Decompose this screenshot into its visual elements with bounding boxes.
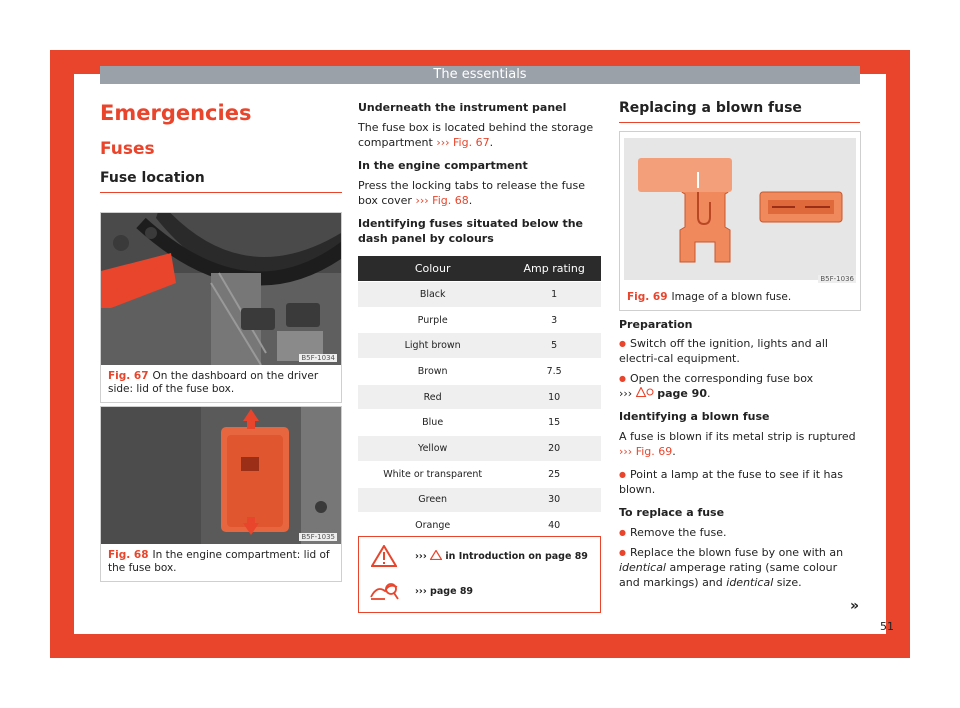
replace-heading: To replace a fuse xyxy=(619,506,725,519)
figure-code: B5F-1035 xyxy=(301,533,335,541)
warning-reference-line[interactable] xyxy=(415,550,588,562)
cell-colour: Yellow xyxy=(358,436,507,462)
warning-triangle-small-icon xyxy=(636,387,654,398)
section-title-replacing: Replacing a blown fuse xyxy=(619,100,860,123)
table-row xyxy=(358,282,601,308)
preparation-heading: Preparation xyxy=(619,318,693,331)
figure-label: Fig. 68 xyxy=(108,549,149,561)
cell-colour: Orange xyxy=(358,513,507,538)
cell-colour: Brown xyxy=(358,359,507,385)
figure-68-image xyxy=(101,407,341,544)
table-row xyxy=(358,487,601,513)
cell-amp: 3 xyxy=(507,307,601,333)
list-item xyxy=(619,545,860,590)
caption-text: On the dashboard on the driver side: lid of the fuse box. xyxy=(108,370,319,395)
dashboard-fuse-illustration xyxy=(101,213,341,365)
left-column xyxy=(100,100,342,193)
text: size. xyxy=(776,576,802,589)
table-row xyxy=(358,461,601,487)
cell-colour: White or transparent xyxy=(358,461,507,487)
text: amperage rating (same colour and markings) and xyxy=(619,561,838,589)
blown-fuse-illustration xyxy=(620,132,860,286)
section-title: Fuses xyxy=(100,139,155,159)
reference-arrows: ››› xyxy=(415,551,427,562)
cell-colour: Green xyxy=(358,487,507,513)
list-item: ● Point a lamp at the fuse to see if it has blown. xyxy=(619,467,860,497)
warning-triangle-icon xyxy=(371,545,397,567)
figure-link[interactable]: ››› Fig. 68 xyxy=(415,194,469,207)
cell-colour: Blue xyxy=(358,410,507,436)
cell-amp: 7.5 xyxy=(507,359,601,385)
reference-text: in Introduction on page 89 xyxy=(445,551,588,562)
column-header-colour: Colour xyxy=(358,256,507,282)
paragraph-storage: The fuse box is located behind the storage compartment ››› Fig. 67. xyxy=(358,121,594,149)
figure-link[interactable]: ››› Fig. 69 xyxy=(619,445,673,458)
paragraph-text: The fuse box is located behind the storage compartment xyxy=(358,121,594,149)
list-item: ● Remove the fuse. xyxy=(619,525,860,540)
table-row xyxy=(358,410,601,436)
paragraph-identify: A fuse is blown if its metal strip is ruptured ››› Fig. 69. xyxy=(619,430,856,458)
cell-amp: 5 xyxy=(507,333,601,359)
list-item: ● Switch off the ignition, lights and all electri-cal equipment. xyxy=(619,336,860,366)
warning-reference-box xyxy=(358,536,601,613)
subheading-instrument-panel: Underneath the instrument panel xyxy=(358,101,567,114)
running-header: The essentials xyxy=(100,66,860,84)
figure-label: Fig. 67 xyxy=(108,370,149,382)
table-header-row xyxy=(358,256,601,282)
right-column xyxy=(619,100,860,123)
figure-label: Fig. 69 xyxy=(627,291,668,303)
right-column-body xyxy=(619,317,860,590)
cell-amp: 10 xyxy=(507,384,601,410)
caption-text: Image of a blown fuse. xyxy=(671,291,792,303)
cell-amp: 25 xyxy=(507,461,601,487)
figure-68-caption xyxy=(101,544,341,581)
emphasis: identical xyxy=(619,561,666,574)
emphasis: identical xyxy=(726,576,774,589)
subheading-identifying-colours: Identifying fuses situated below the dash panel by colours xyxy=(358,217,584,245)
identifying-heading: Identifying a blown fuse xyxy=(619,410,770,423)
bullet-text: ● Replace the blown fuse by one with an xyxy=(619,546,843,559)
cell-amp: 15 xyxy=(507,410,601,436)
paragraph-locking-tabs: Press the locking tabs to release the fuse box cover ››› Fig. 68. xyxy=(358,179,586,207)
figure-68 xyxy=(100,406,342,582)
figure-69 xyxy=(619,131,861,311)
cell-colour: Light brown xyxy=(358,333,507,359)
table-row xyxy=(358,359,601,385)
page-link[interactable]: page 90 xyxy=(657,387,707,400)
subheading-engine: In the engine compartment xyxy=(358,159,528,172)
figure-67 xyxy=(100,212,342,403)
figure-link[interactable]: ››› Fig. 67 xyxy=(436,136,490,149)
list-item: ● Open the corresponding fuse box ››› page 90. xyxy=(619,371,860,401)
caption-text: In the engine compartment: lid of the fuse box. xyxy=(108,549,330,574)
figure-code: B5F-1036 xyxy=(820,275,854,283)
cell-colour: Red xyxy=(358,384,507,410)
table-row xyxy=(358,307,601,333)
table-row xyxy=(358,333,601,359)
figure-code: B5F-1034 xyxy=(301,354,335,362)
page-number: 51 xyxy=(880,620,894,633)
column-header-amp: Amp rating xyxy=(507,256,601,282)
subsection-title: Fuse location xyxy=(100,170,342,193)
bullet-text: ● Open the corresponding fuse box xyxy=(619,372,813,385)
cell-amp: 40 xyxy=(507,513,601,538)
continue-mark: » xyxy=(850,598,860,614)
fuse-colour-table xyxy=(358,256,601,538)
figure-69-image xyxy=(620,132,860,286)
page-reference-line[interactable]: ››› page 89 xyxy=(415,586,474,597)
cell-amp: 1 xyxy=(507,282,601,308)
reference-arrows: ››› xyxy=(619,387,633,400)
figure-67-caption xyxy=(101,365,341,402)
paragraph-text: A fuse is blown if its metal strip is ruptured xyxy=(619,430,856,443)
cell-colour: Purple xyxy=(358,307,507,333)
chapter-title: Emergencies xyxy=(100,101,252,125)
middle-column xyxy=(358,100,601,538)
table-row xyxy=(358,436,601,462)
figure-69-caption xyxy=(620,286,860,310)
warning-triangle-small-icon xyxy=(430,550,442,560)
engine-fuse-illustration xyxy=(101,407,341,544)
cell-amp: 20 xyxy=(507,436,601,462)
table-row xyxy=(358,513,601,538)
paragraph-text: Press the locking tabs to release the fuse box cover xyxy=(358,179,586,207)
environment-note-icon xyxy=(369,579,401,603)
table-row xyxy=(358,384,601,410)
cell-amp: 30 xyxy=(507,487,601,513)
figure-67-image xyxy=(101,213,341,365)
cell-colour: Black xyxy=(358,282,507,308)
